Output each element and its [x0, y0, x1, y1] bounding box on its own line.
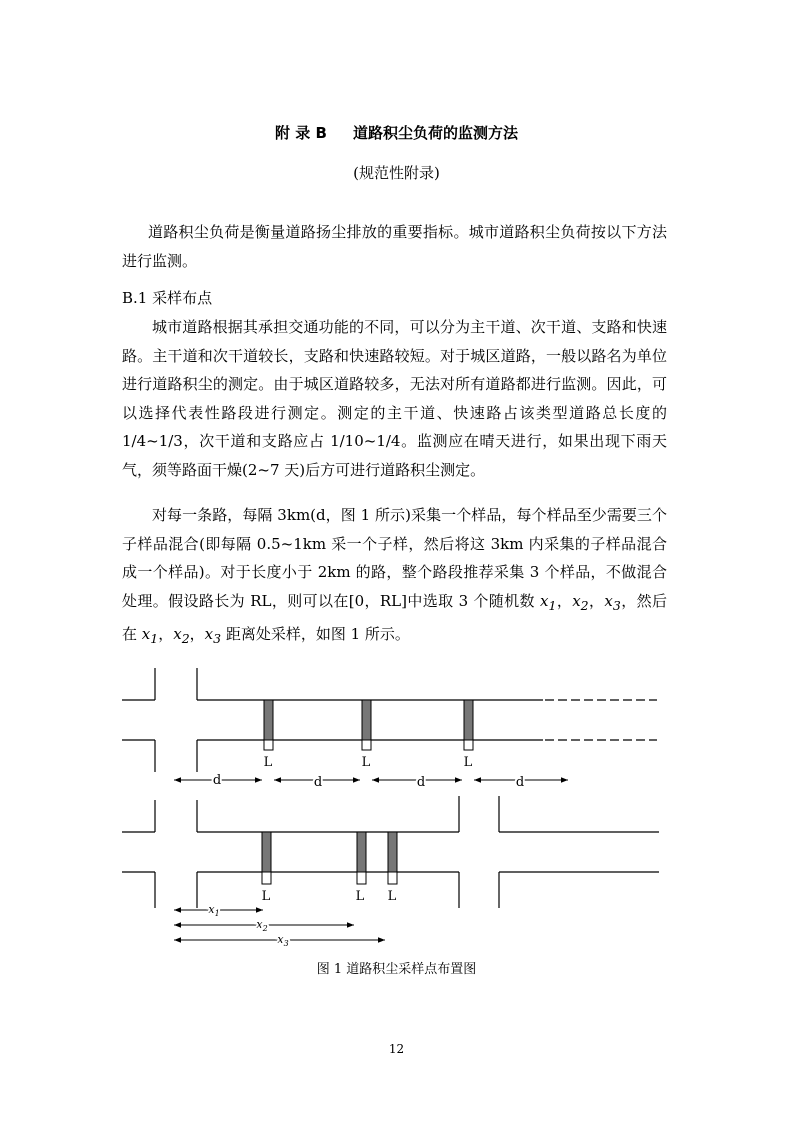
sample-label: L — [463, 755, 473, 770]
sample-label: L — [261, 889, 271, 904]
var-x1b: x — [141, 625, 151, 643]
sample-marker — [357, 872, 366, 884]
var-x1-sub: 1 — [548, 597, 557, 613]
appendix-prefix: 附 录 B — [275, 124, 327, 142]
var-x1b-sub: 1 — [150, 631, 159, 646]
sample-label: L — [387, 889, 397, 904]
appendix-subtitle: (规范性附录) — [353, 164, 440, 182]
var-x1: x — [540, 591, 549, 610]
intro-paragraph: 道路积尘负荷是衡量道路扬尘排放的重要指标。城市道路积尘负荷按以下方法进行监测。 — [122, 223, 667, 270]
sample-label: L — [355, 889, 365, 904]
var-x2: x — [572, 591, 581, 610]
sample-label: L — [263, 755, 273, 770]
sample-strip — [388, 832, 397, 872]
sample-label: L — [361, 755, 371, 770]
sep-3: ， — [158, 625, 174, 643]
sample-marker — [464, 740, 473, 750]
paragraph-sampling-text: 对每一条路，每隔 3km(d，图 1 所示)采集一个样品，每个样品至少需要三个子样品混合(即每隔 0.5~1km 采一个子样，然后将这 3km 内采集的子样品混合成一个样品)。对于长度小于 2km 的路，整个路段推荐采集 3 个样品，不做混合处理。假设路长为 RL，则可以在[0，RL]中选取 3 个随机数 — [122, 506, 667, 610]
appendix-heading: 道路积尘负荷的监测方法 — [352, 124, 518, 142]
paragraph-sampling-mid: ，然后在 — [122, 591, 667, 643]
var-x2-sub: 2 — [580, 597, 589, 613]
sample-marker — [362, 740, 371, 750]
sep-2: ， — [588, 591, 605, 610]
distance-label: d — [212, 773, 222, 788]
var-x3b-sub: 3 — [213, 631, 222, 646]
paragraph-sampling-end: 距离处采样，如图 1 所示。 — [221, 625, 410, 643]
paragraph-road-classification: 城市道路根据其承担交通功能的不同，可以分为主干道、次干道、支路和快速路。主干道和次干道较长，支路和快速路较短。对于城区道路，一般以路名为单位进行道路积尘的测定。由于城区道路较多，无法对所有道路都进行监测。因此，可以选择代表性路段进行测定。测定的主干道、快速路占该类型道路总长度的 1/4~1/3，次干道和支路应占 1/10~1/4。监测应在晴天进行，如果出现下雨天气，须等路面干燥(2~7 天)后方可进行道路积尘测定。 — [122, 318, 667, 479]
sample-marker — [262, 872, 271, 884]
sample-marker — [264, 740, 273, 750]
var-x2b-sub: 2 — [181, 631, 190, 646]
sep-1: ， — [556, 591, 573, 610]
distance-label: d — [313, 775, 323, 790]
var-x2b: x — [173, 625, 182, 643]
section-heading-b1: B.1 采样布点 — [122, 289, 213, 307]
sample-strip — [357, 832, 366, 872]
distance-label: d — [416, 775, 426, 790]
var-x3-sub: 3 — [612, 597, 621, 613]
sample-strip — [262, 832, 271, 872]
page-number: 12 — [388, 1042, 405, 1056]
var-x3: x — [604, 591, 613, 610]
figure-caption: 图 1 道路积尘采样点布置图 — [316, 962, 477, 977]
var-x3b: x — [204, 625, 214, 643]
sample-strip — [264, 700, 273, 740]
x1-label: $x_1$ — [208, 903, 220, 918]
x2-label: $x_2$ — [256, 918, 268, 933]
sample-strip — [362, 700, 371, 740]
distance-label: d — [515, 775, 525, 790]
x3-label: $x_3$ — [277, 933, 289, 948]
sample-marker — [388, 872, 397, 884]
sample-strip — [464, 700, 473, 740]
sep-4: ， — [189, 625, 205, 643]
